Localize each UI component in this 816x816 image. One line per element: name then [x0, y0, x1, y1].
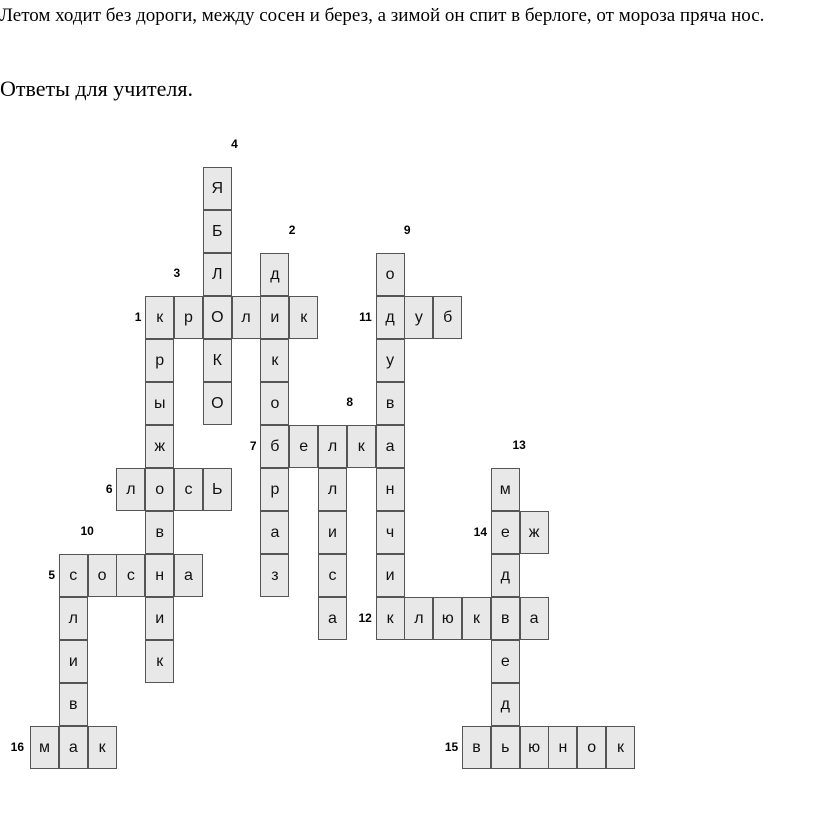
- crossword-cell: а: [318, 597, 347, 640]
- crossword-cell: о: [260, 382, 289, 425]
- crossword-cell: о: [376, 253, 405, 296]
- crossword-cell: е: [491, 511, 520, 554]
- crossword-cell: О: [203, 382, 232, 425]
- crossword-cell: а: [174, 554, 203, 597]
- crossword-cell: в: [145, 511, 174, 554]
- crossword-cell: л: [116, 468, 145, 511]
- crossword-cell: л: [232, 296, 261, 339]
- crossword-cell: а: [260, 511, 289, 554]
- crossword-cell: к: [606, 726, 635, 769]
- crossword-cell: Л: [203, 253, 232, 296]
- crossword-cell: в: [376, 382, 405, 425]
- clue-number-12: 12: [358, 611, 372, 625]
- crossword-cell: ь: [491, 726, 520, 769]
- crossword-cell: б: [433, 296, 462, 339]
- crossword-cell: К: [203, 339, 232, 382]
- crossword-cell: д: [376, 296, 405, 339]
- crossword-cell: у: [376, 339, 405, 382]
- crossword-cell: з: [260, 554, 289, 597]
- crossword-cell: ж: [145, 425, 174, 468]
- clue-number-3: 3: [173, 266, 181, 280]
- crossword-cell: о: [88, 554, 117, 597]
- crossword-cell: у: [404, 296, 433, 339]
- crossword-cell: к: [88, 726, 117, 769]
- clue-number-8: 8: [346, 395, 353, 409]
- crossword-cell: к: [260, 339, 289, 382]
- crossword-cell: р: [145, 339, 174, 382]
- clue-number-10: 10: [80, 524, 94, 538]
- clue-number-5: 5: [48, 568, 55, 582]
- crossword-cell: и: [59, 640, 88, 683]
- crossword-cell: л: [318, 425, 347, 468]
- answers-title: Ответы для учителя.: [0, 76, 194, 101]
- crossword-cell: к: [145, 296, 174, 339]
- crossword-cell: и: [145, 597, 174, 640]
- clue-number-14: 14: [473, 525, 487, 539]
- crossword-cell: а: [59, 726, 88, 769]
- crossword-cell: м: [491, 468, 520, 511]
- clue-number-11: 11: [359, 310, 372, 324]
- crossword-cell: ю: [520, 726, 549, 769]
- crossword-cell: в: [491, 597, 520, 640]
- crossword-cell: д: [260, 253, 289, 296]
- crossword-cell: л: [59, 597, 88, 640]
- clue-number-9: 9: [403, 223, 411, 237]
- riddle-text: Летом ходит без дороги, между сосен и берез, а зимой он спит в берлоге, от мороза пряча нос.: [0, 5, 765, 26]
- crossword-cell: к: [145, 640, 174, 683]
- crossword-cell: ж: [520, 511, 549, 554]
- crossword-cell: к: [462, 597, 491, 640]
- crossword-cell: н: [145, 554, 174, 597]
- crossword-cell: Ь: [203, 468, 232, 511]
- crossword-cell: с: [174, 468, 203, 511]
- crossword-cell: Я: [203, 167, 232, 210]
- crossword-cell: е: [491, 640, 520, 683]
- crossword-cell: и: [376, 554, 405, 597]
- clue-number-2: 2: [288, 223, 296, 237]
- crossword-cell: р: [260, 468, 289, 511]
- crossword-cell: и: [260, 296, 289, 339]
- crossword-cell: с: [116, 554, 145, 597]
- crossword-cell: м: [30, 726, 59, 769]
- crossword-cell: д: [491, 554, 520, 597]
- clue-number-7: 7: [249, 439, 257, 453]
- crossword-cell: н: [376, 468, 405, 511]
- crossword-cell: к: [347, 425, 376, 468]
- crossword-cell: л: [318, 468, 347, 511]
- clue-number-6: 6: [105, 482, 113, 496]
- crossword-cell: о: [577, 726, 606, 769]
- crossword-cell: ю: [433, 597, 462, 640]
- crossword-cell: к: [376, 597, 405, 640]
- crossword-cell: е: [289, 425, 318, 468]
- crossword-cell: в: [462, 726, 491, 769]
- crossword-cell: д: [491, 683, 520, 726]
- crossword-cell: в: [59, 683, 88, 726]
- crossword-cell: р: [174, 296, 203, 339]
- crossword-cell: о: [145, 468, 174, 511]
- clue-number-15: 15: [444, 740, 459, 754]
- crossword-cell: н: [548, 726, 577, 769]
- crossword-cell: с: [318, 554, 347, 597]
- clue-number-1: 1: [134, 310, 142, 324]
- crossword-cell: к: [289, 296, 318, 339]
- crossword-cell: О: [203, 296, 232, 339]
- clue-number-4: 4: [231, 137, 238, 151]
- crossword-cell: л: [404, 597, 433, 640]
- clue-number-16: 16: [10, 740, 24, 754]
- crossword-cell: Б: [203, 210, 232, 253]
- crossword-cell: ч: [376, 511, 405, 554]
- crossword-cell: ы: [145, 382, 174, 425]
- crossword-cell: с: [59, 554, 88, 597]
- crossword-cell: а: [376, 425, 405, 468]
- crossword-cell: б: [260, 425, 289, 468]
- clue-number-13: 13: [512, 438, 526, 452]
- crossword-cell: а: [520, 597, 549, 640]
- crossword-cell: и: [318, 511, 347, 554]
